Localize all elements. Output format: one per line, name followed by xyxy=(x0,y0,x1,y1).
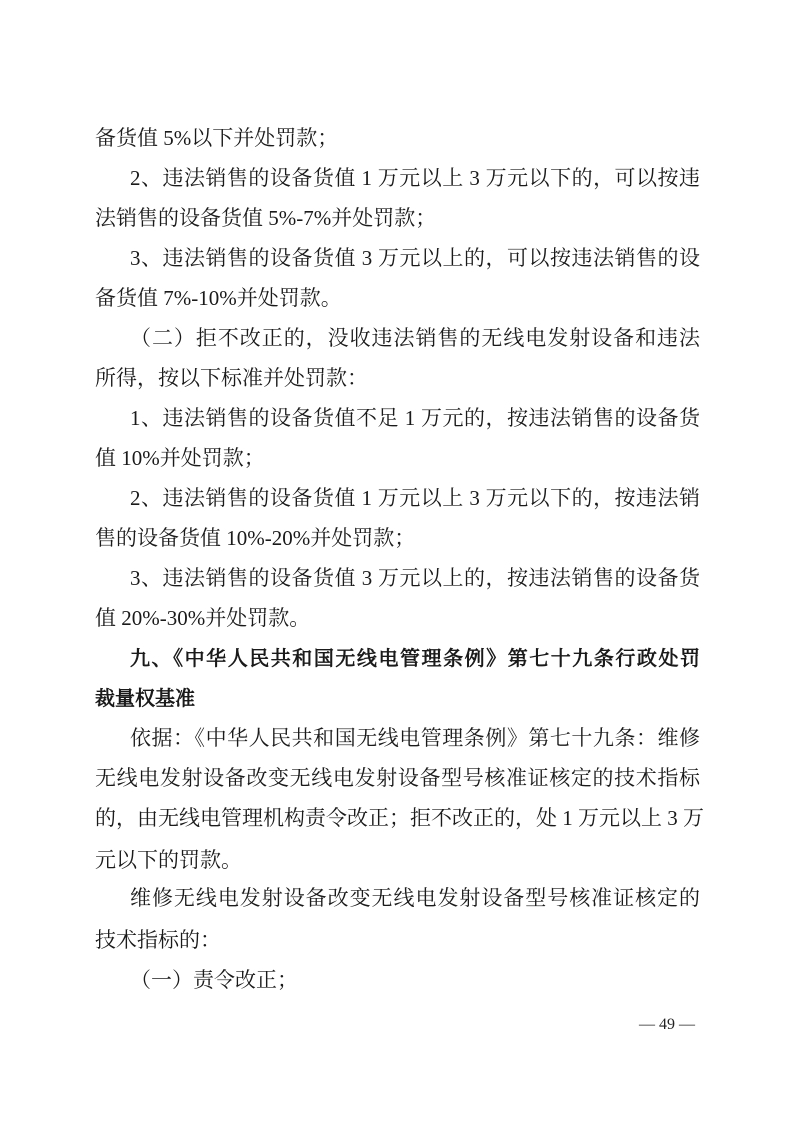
text-line: 2、违法销售的设备货值 1 万元以上 3 万元以下的，按违法销 xyxy=(130,486,700,510)
text-line: 技术指标的： xyxy=(95,928,221,952)
section-heading: 九、《中华人民共和国无线电管理条例》第七十九条行政处罚 xyxy=(130,646,700,670)
text-line: 维修无线电发射设备改变无线电发射设备型号核准证核定的 xyxy=(130,886,700,910)
text-line: 的，由无线电管理机构责令改正；拒不改正的，处 1 万元以上 3 万 xyxy=(95,806,704,830)
text-line: 售的设备货值 10%-20%并处罚款； xyxy=(95,526,416,550)
text-line: （一）责令改正； xyxy=(130,968,298,992)
text-line: 依据：《中华人民共和国无线电管理条例》第七十九条：维修 xyxy=(130,726,700,750)
text-line: 元以下的罚款。 xyxy=(95,848,242,872)
text-line: 值 20%-30%并处罚款。 xyxy=(95,606,311,630)
text-line: 所得，按以下标准并处罚款： xyxy=(95,366,368,390)
text-line: （二）拒不改正的，没收违法销售的无线电发射设备和违法 xyxy=(130,326,700,350)
text-line: 无线电发射设备改变无线电发射设备型号核准证核定的技术指标 xyxy=(95,766,700,790)
page-number: — 49 — xyxy=(639,1016,695,1033)
text-line: 1、违法销售的设备货值不足 1 万元的，按违法销售的设备货 xyxy=(130,406,700,430)
text-line: 2、违法销售的设备货值 1 万元以上 3 万元以下的，可以按违 xyxy=(130,166,700,190)
text-line: 3、违法销售的设备货值 3 万元以上的，可以按违法销售的设 xyxy=(130,246,700,270)
section-heading-cont: 裁量权基准 xyxy=(95,686,195,710)
text-line: 备货值 7%-10%并处罚款。 xyxy=(95,286,342,310)
text-line: 值 10%并处罚款； xyxy=(95,446,265,470)
text-line: 3、违法销售的设备货值 3 万元以上的，按违法销售的设备货 xyxy=(130,566,700,590)
text-line: 备货值 5%以下并处罚款； xyxy=(95,126,339,150)
text-line: 法销售的设备货值 5%-7%并处罚款； xyxy=(95,206,437,230)
